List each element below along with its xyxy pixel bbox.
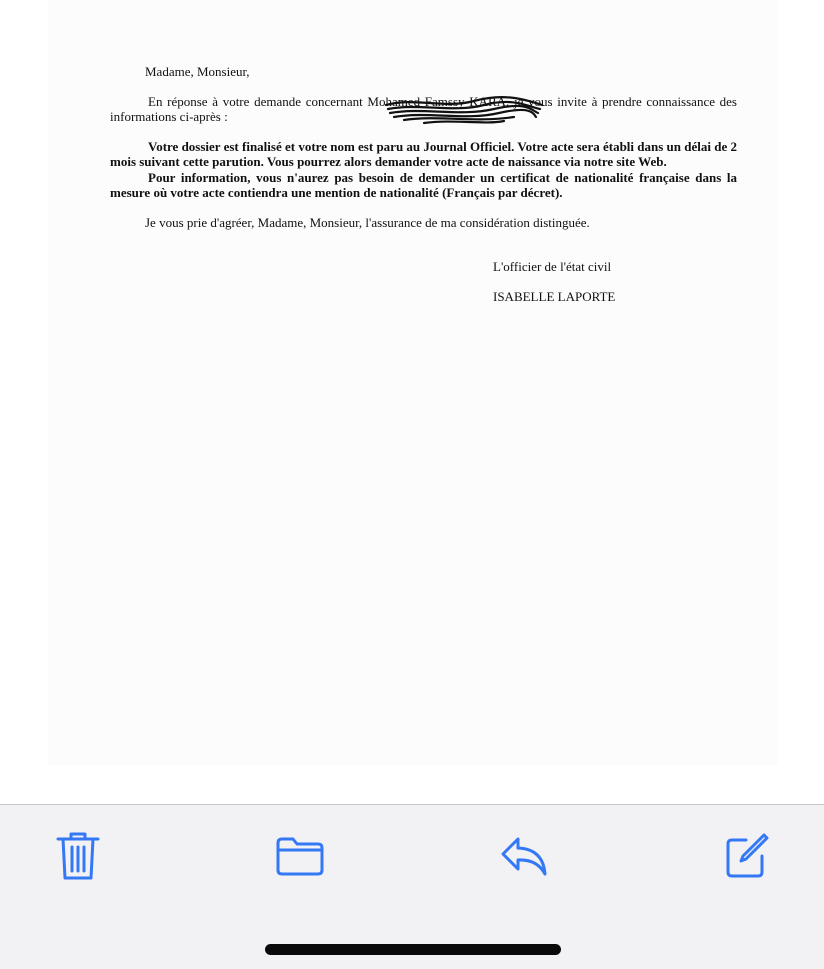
compose-button[interactable] — [718, 828, 774, 884]
letter-info-paragraph: Pour information, vous n'aurez pas besoin de demander un certificat de nationalité française dans la mesure où votre acte contiendra une mention de nationalité (Français par décret). — [110, 169, 737, 200]
reply-icon — [499, 835, 549, 877]
letter-intro: En réponse à votre demande concernant Mohamed Famssy KARA, je vous invite à prendre connaissance des informations ci-après : — [110, 93, 737, 124]
letter-closing: Je vous prie d'agréer, Madame, Monsieur, l'assurance de ma considération distinguée. — [145, 214, 590, 230]
signature-name: ISABELLE LAPORTE — [493, 289, 616, 304]
letter-greeting: Madame, Monsieur, — [145, 64, 250, 79]
home-indicator[interactable] — [265, 944, 561, 955]
reply-button[interactable] — [496, 828, 552, 884]
compose-icon — [722, 832, 770, 880]
redaction-scribble — [384, 93, 544, 127]
letter-status-paragraph: Votre dossier est finalisé et votre nom est paru au Journal Officiel. Votre acte sera établi dans un délai de 2 mois suivant cette parution. Vous pourrez alors demander votre acte de naissance via notre site Web. — [110, 138, 737, 169]
signature-title: L'officier de l'état civil — [493, 259, 612, 274]
folder-icon — [275, 836, 325, 876]
move-to-folder-button[interactable] — [272, 828, 328, 884]
trash-icon — [56, 831, 100, 881]
delete-button[interactable] — [50, 828, 106, 884]
letter-body — [110, 64, 737, 230]
signature-block — [493, 259, 615, 304]
